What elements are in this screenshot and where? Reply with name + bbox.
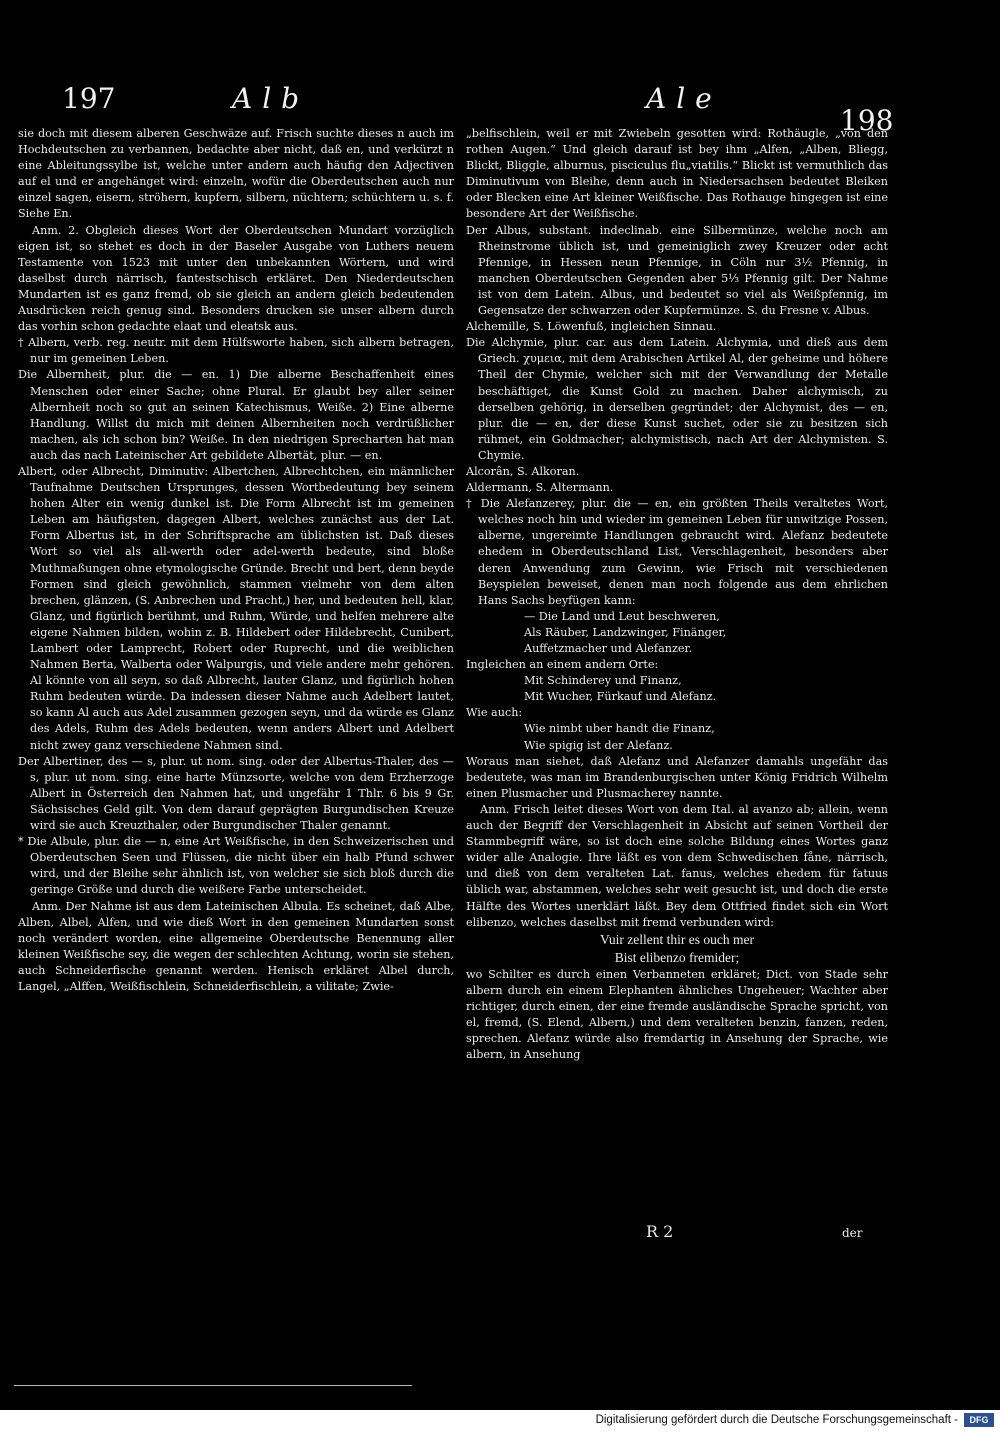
right-column-paragraph: Ingleichen an einem andern Orte: (466, 658, 659, 672)
right-column-paragraph: wo Schilter es durch einen Verbanneten erkläret; Dict. von Stade sehr albern durch ein einem Elephanten ähnliches Ungeheuer; Wachter aber richtiger, durch einen, der eine fremde ausländische Sprache spricht, von el, fremd, (S. Elend, Albern,) und dem veralteten benzin, fanzen, reden, sprechen. Alefanz würde also fremdartig in Ansehung der Sprache, wie albern, in Ansehung (466, 967, 888, 1062)
signature-mark: R 2 (646, 1222, 674, 1241)
left-column-paragraph: * Die Albule, plur. die — n, eine Art Weißfische, in den Schweizerischen und Oberdeutschen Seen und Flüssen, die nicht über ein halb Pfund schwer wird, und der Bleihe sehr ähnlich ist, von welcher sie sich bloß durch die geringe Größe und durch die weißere Farbe unterscheidet. (18, 835, 454, 897)
right-column-paragraph: Wie spigig ist der Alefanz. (524, 738, 673, 752)
right-column-paragraph: Alcorân, S. Alkoran. (466, 464, 580, 478)
right-column-paragraph: Wie nimbt uber handt die Finanz, (524, 722, 715, 736)
right-column-paragraph: Aldermann, S. Altermann. (466, 481, 614, 495)
right-column-paragraph: Bist elibenzo fremider; (614, 949, 740, 965)
right-column-paragraph: Wie auch: (466, 706, 523, 720)
right-column-paragraph: — Die Land und Leut beschweren, (524, 609, 720, 623)
right-column (466, 126, 888, 1063)
left-column-paragraph: Der Albertiner, des — s, plur. ut nom. sing. oder der Albertus-Thaler, des — s, plur. ut nom. sing. eine harte Münzsorte, welche von dem Erzherzoge Albert in Österreich den Nahmen hat, und ungefähr 1 Thlr. 6 bis 9 Gr. Sächsisches Geld gilt. Von dem darauf geprägten Burgundischen Kreuze wird sie auch Kreuzthaler, oder Burgundischer Thaler genannt. (18, 754, 454, 833)
right-column-paragraph: Die Alchymie, plur. car. aus dem Latein. Alchymia, und dieß aus dem Griech. χυμεια, mit dem Arabischen Artikel Al, der geheime und höhere Theil der Chymie, welcher sich mit der Verwandlung der Metalle beschäftiget, die Kunst Gold zu machen. Daher alchymisch, zu derselben gehörig, in derselben gegründet; der Alchymist, des — en, plur. die — en, der diese Kunst suchet, oder sie zu besitzen sich rühmet, ein Goldmacher; alchymistisch, nach Art der Alchymisten. S. Chymie. (466, 336, 888, 462)
right-column-paragraph: Woraus man siehet, daß Alefanz und Alefanzer damahls ungefähr das bedeutete, was man im Brandenburgischen unter König Fridrich Wilhelm einen Plusmacher und Plusmacherey nannte. (466, 754, 888, 800)
right-column-paragraph: Mit Wucher, Fürkauf und Alefanz. (524, 690, 717, 704)
left-column-paragraph: Die Albernheit, plur. die — en. 1) Die alberne Beschaffenheit eines Menschen oder einer Sache; ohne Plural. Er glaubt bey aller seiner Albernheit noch so gut an seinen Katechismus, Weiße. 2) Eine alberne Handlung. Willst du mich mit deinen Albernheiten noch verdrüßlicher machen, als ich schon bin? Weiße. In den niedrigen Sprecharten hat man auch das nach Lateinischer Art gebildete Albertät, plur. — en. (18, 368, 454, 462)
left-column-paragraph: † Albern, verb. reg. neutr. mit dem Hülfsworte haben, sich albern betragen, nur im gemeinen Leben. (18, 336, 454, 366)
right-column-paragraph: † Die Alefanzerey, plur. die — en, ein größten Theils veraltetes Wort, welches noch hin und wieder im gemeinen Leben für unwitzige Possen, alberne, ungereimte Handlungen gebraucht wird. Alefanz bedeutete ehedem in Oberdeutschland List, Verschlagenheit, besonders aber deren Anwendung zum Gewinn, wie Frisch mit verschiedenen Beyspielen beweiset, denen man noch folgende aus dem ehrlichen Hans Sachs beyfügen kann: (466, 497, 888, 607)
right-column-paragraph: Anm. Frisch leitet dieses Wort von dem Ital. al avanzo ab; allein, wenn auch der Begriff der Verschlagenheit in Absicht auf seinen Vortheil der Stammbegriff wäre, so ist doch eine solche Bildung eines Wortes ganz wider alle Analogie. Ihre läßt es von dem Schwedischen fåne, närrisch, und dieß von dem veralteten Lat. fanus, welches ehedem für fatuus üblich war, abstammen, welches sehr weit gesucht ist, und doch die erste Hälfte des Wortes unerklärt läßt. Bey dem Ottfried findet sich ein Wort elibenzo, welches daselbst mit fremd verbunden wird: (466, 802, 888, 929)
right-page-number: 198 (840, 104, 894, 137)
left-column-paragraph: Albert, oder Albrecht, Diminutiv: Albertchen, Albrechtchen, ein männlicher Taufnahme Deutschen Ursprunges, dessen Wortbedeutung bey seinem hohen Alter ein wenig dunkel ist. Die Form Albrecht ist im gemeinen Leben am häufigsten, dagegen Albert, welches zunächst aus der Lat. Form Albertus ist, in der Schriftsprache am üblichsten ist. Daß dieses Wort so viel als all-werth oder adel-werth bedeute, sind bloße Muthmaßungen ohne etymologische Gründe. Brecht und bert, denn beyde Formen sind gleich gewöhnlich, stammen vielmehr von dem alten brechen, glänzen, (S. Anbrechen und Pracht,) her, und bedeuten hell, klar, Glanz, und figürlich berühmt, und Ruhm, Würde, und helfen mehrere alte eigene Nahmen bilden, wohin z. B. Hildebert oder Hildebrecht, Cunibert, Lambert oder Lamprecht, Robert oder Ruprecht, und die weiblichen Nahmen Berta, Walberta oder Walpurgis, und viele andere mehr gehören. Al könnte von all seyn, so daß Albrecht, lauter Glanz, und figürlich hohen Ruhm bedeuten würde. Da indessen dieser Nahme auch Adelbert lautet, so kann Al auch aus Adel zusammen gezogen seyn, und da würde es Glanz des Adels, Ruhm des Adels bedeuten, wenn anders Albert und Adelbert nicht zwey ganz verschiedene Nahmen sind. (18, 464, 454, 752)
footer-bar (0, 1410, 1000, 1432)
right-column-paragraph: Der Albus, substant. indeclinab. eine Silbermünze, welche noch am Rheinstrome üblich ist, und gemeiniglich zwey Kreuzer oder acht Pfennige, in Hessen neun Pfennige, in Cöln nur 3½ Pfennig, in manchen Oberdeutschen Gegenden aber 5⅓ Pfennig gilt. Der Nahme ist von dem Latein. Albus, und bedeutet so viel als Weißpfennig, im Gegensatze der schwarzen oder Kupfermünze. S. du Fresne v. Albus. (466, 223, 888, 318)
left-column (18, 126, 454, 995)
left-column-paragraph: sie doch mit diesem alberen Geschwäze auf. Frisch suchte dieses n auch im Hochdeutschen zu verbannen, bedachte aber nicht, daß en, und verkürzt n eine Ableitungssylbe ist, welche unter andern auch häufig den Adjectiven auf el und er angehänget wird: einzeln, wofür die Oberdeutschen auch nur einzel sagen, eisern, ströhern, kupfern, silbern, nüchtern; schüchtern u. s. f. Siehe En. (18, 127, 454, 221)
right-column-paragraph: Vuir zellent thir es ouch mer (599, 931, 754, 947)
right-column-paragraph: Als Räuber, Landzwinger, Finänger, (524, 625, 727, 639)
left-running-head: Alb (232, 82, 310, 115)
catchword: der (842, 1226, 863, 1240)
right-column-paragraph: Alchemille, S. Löwenfuß, ingleichen Sinnau. (466, 320, 717, 334)
funding-notice: Digitalisierung gefördert durch die Deutsche Forschungsgemeinschaft - (595, 1414, 958, 1426)
right-running-head: Ale (646, 82, 722, 115)
left-page-number: 197 (62, 82, 116, 115)
left-column-paragraph: Anm. 2. Obgleich dieses Wort der Oberdeutschen Mundart vorzüglich eigen ist, so stehet es doch in der Baseler Ausgabe von Luthers neuem Testamente von 1523 mit unter den unbekannten Wörtern, und wird daselbst durch närrisch, fantestschisch erkläret. Den Niederdeutschen Mundarten ist es ganz fremd, ob sie gleich an andern gleich bedeutenden Ausdrücken reich genug sind. Besonders drucken sie unser albern durch das vorhin schon gedachte elaat und eleatsk aus. (18, 223, 454, 334)
right-column-paragraph: „belfischlein, weil er mit Zwiebeln gesotten wird: Rothäugle, „von den rothen Augen.“ Und gleich darauf ist bey ihm „Alfen, „Alben, Bliegg, Blickt, Bliggle, alburnus, pisciculus flu„viatilis.“ Blickt ist vermuthlich das Diminutivum von Bleihe, denn auch in Niedersachsen bedeutet Bleiken oder Blecken eine Art kleiner Weißfische. Das Rothauge hingegen ist eine besondere Art der Weißfische. (466, 127, 888, 221)
right-column-paragraph: Auffetzmacher und Alefanzer. (524, 642, 693, 655)
left-column-paragraph: Anm. Der Nahme ist aus dem Lateinischen Albula. Es scheinet, daß Albe, Alben, Albel, Alfen, und wie dieß Wort in den gemeinen Mundarten sonst noch verändert worden, eine allgemeine Oberdeutsche Benennung aller kleinen Weißfische sey, die wegen der schlechten Achtung, worin sie stehen, auch Schneiderfische genannt werden. Henisch erkläret Albel durch, Langel, „Alffen, Weißfischlein, Schneiderfischlein, a vilitate; Zwie- (18, 899, 454, 993)
dfg-logo: DFG (964, 1413, 994, 1427)
bottom-rule (14, 1385, 412, 1386)
right-column-paragraph: Mit Schinderey und Finanz, (524, 674, 682, 688)
